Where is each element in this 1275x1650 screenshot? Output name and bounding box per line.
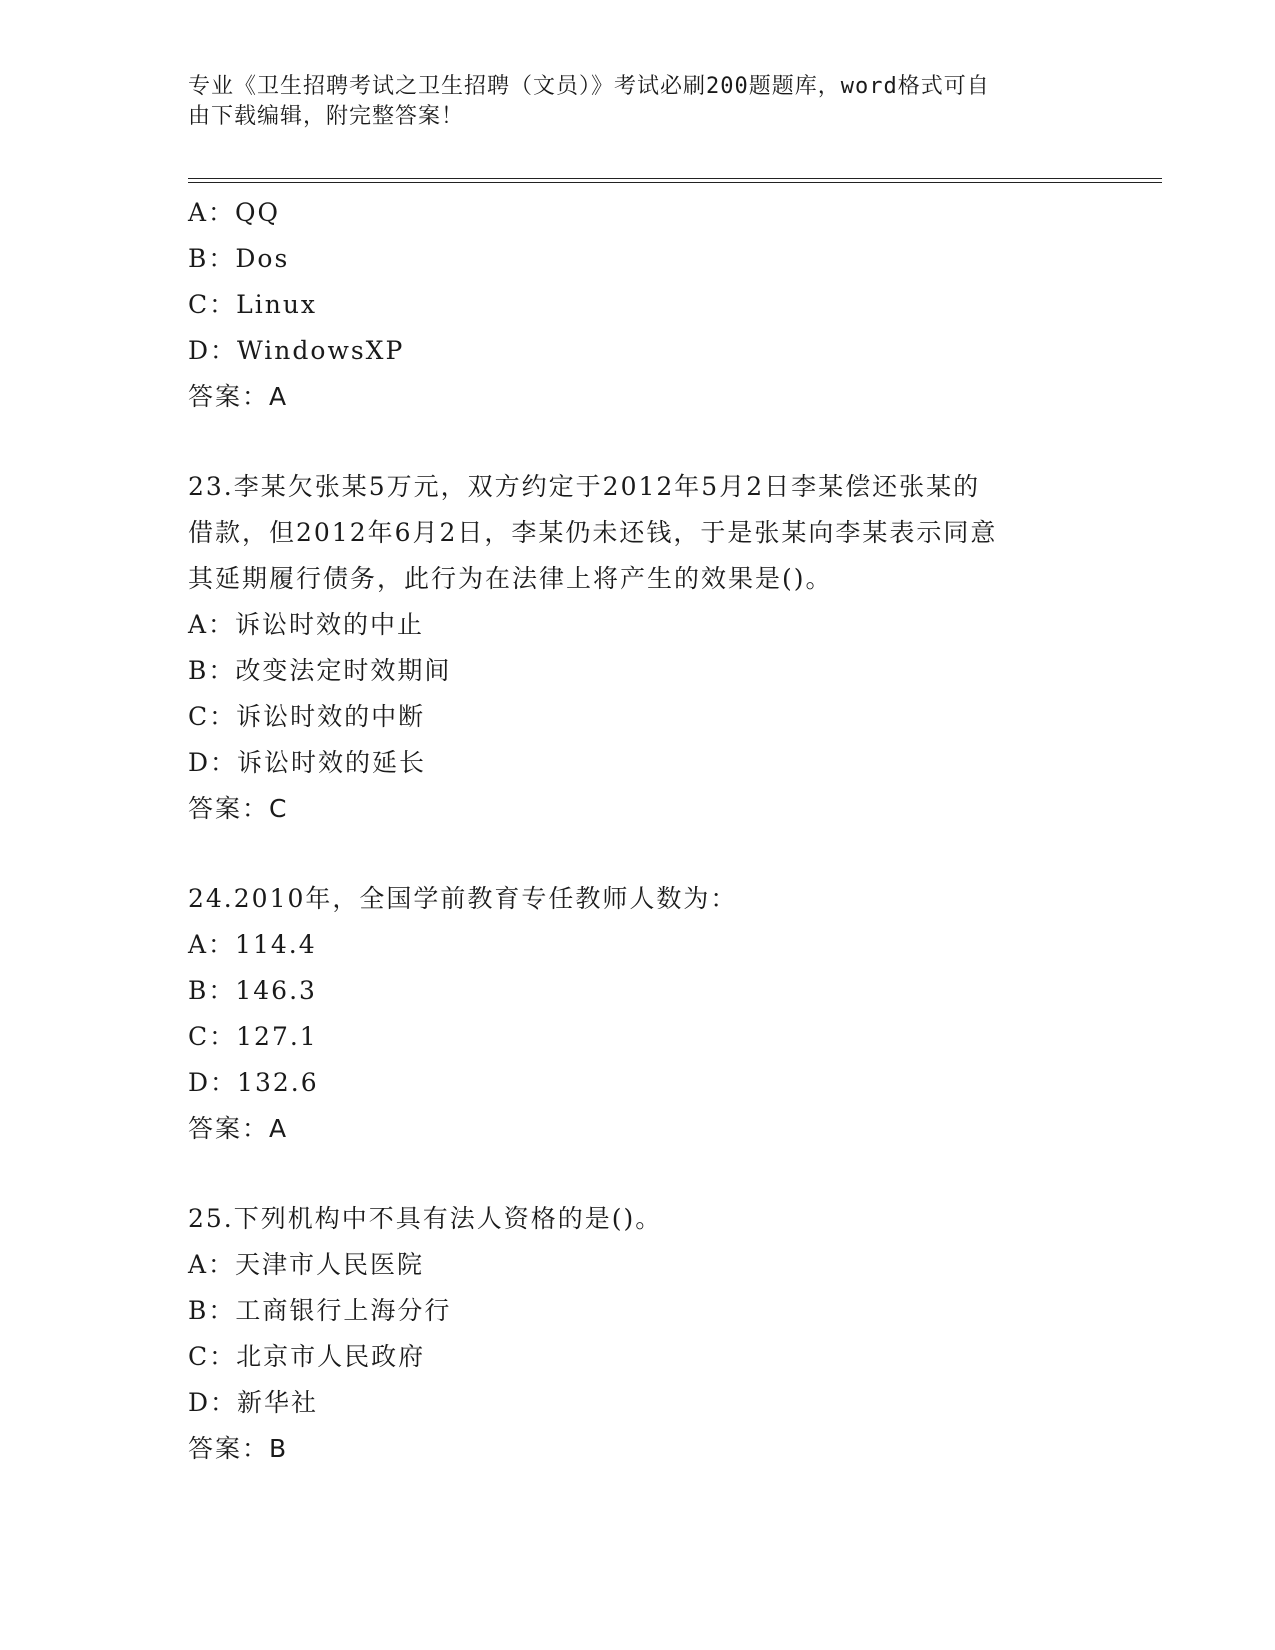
question-text-line: 借款，但2012年6月2日，李某仍未还钱，于是张某向李某表示同意: [188, 518, 998, 547]
option-c: C：127.1: [188, 1022, 318, 1051]
question-block: [188, 464, 1088, 832]
option-d: D：诉讼时效的延长: [188, 748, 427, 777]
answer-label: 答案：A: [188, 1114, 289, 1143]
question-block: [188, 876, 1088, 1152]
option-d: D：新华社: [188, 1388, 319, 1417]
option-a: A：114.4: [188, 930, 317, 959]
option-a: A：天津市人民医院: [188, 1250, 425, 1279]
question-block: [188, 1196, 1088, 1472]
option-c: C：Linux: [188, 290, 318, 319]
option-d: D：WindowsXP: [188, 336, 405, 365]
option-b: B：改变法定时效期间: [188, 656, 452, 685]
answer-label: 答案：A: [188, 382, 289, 411]
header-line-2: 由下载编辑，附完整答案！: [188, 104, 465, 129]
question-list: [188, 190, 1088, 1472]
header-line-1: 专业《卫生招聘考试之卫生招聘（文员）》考试必刷200题题库，word格式可自: [188, 74, 990, 99]
option-a: A：诉讼时效的中止: [188, 610, 425, 639]
header-divider-bottom: [188, 182, 1162, 183]
question-block: [188, 190, 1088, 420]
option-b: B：146.3: [188, 976, 317, 1005]
option-d: D：132.6: [188, 1068, 319, 1097]
header-divider-top: [188, 178, 1162, 179]
answer-label: 答案：B: [188, 1434, 289, 1463]
answer-label: 答案：C: [188, 794, 289, 823]
question-text-line: 25.下列机构中不具有法人资格的是()。: [188, 1204, 663, 1233]
option-b: B：Dos: [188, 244, 290, 273]
question-text-line: 24.2010年，全国学前教育专任教师人数为：: [188, 884, 738, 913]
option-b: B：工商银行上海分行: [188, 1296, 452, 1325]
option-c: C：诉讼时效的中断: [188, 702, 426, 731]
question-text-line: 23.李某欠张某5万元，双方约定于2012年5月2日李某偿还张某的: [188, 472, 981, 501]
document-header: [188, 72, 1088, 132]
question-text-line: 其延期履行债务，此行为在法律上将产生的效果是()。: [188, 564, 833, 593]
option-c: C：北京市人民政府: [188, 1342, 426, 1371]
option-a: A：QQ: [188, 198, 281, 227]
